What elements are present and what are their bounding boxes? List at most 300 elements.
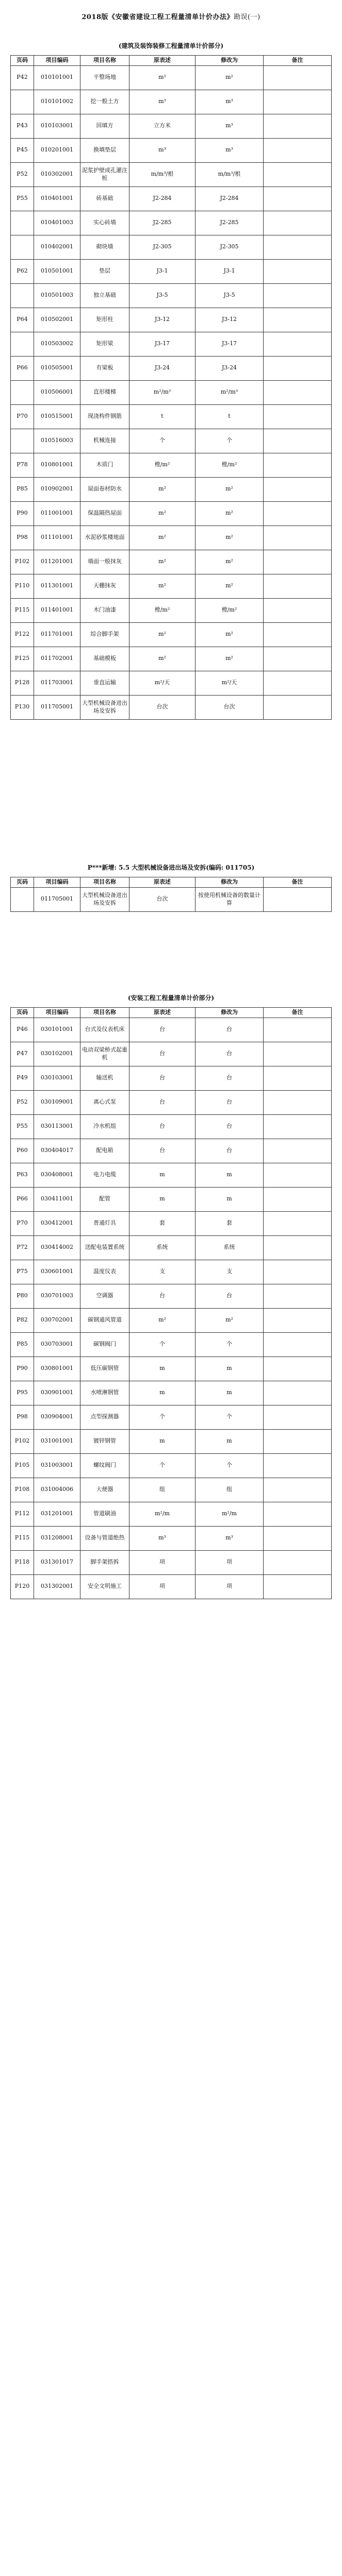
cell-code: 010401001 [34,187,80,211]
cell-code: 011703001 [34,671,80,695]
cell-note [264,1042,332,1066]
section-3-caption: (安装工程工程量清单计价部分) [127,994,215,1002]
cell-original: 个 [129,1405,196,1429]
cell-code: 030404017 [34,1139,80,1163]
cell-code: 030113001 [34,1114,80,1139]
cell-code: 010501003 [34,283,80,308]
cell-code: 010402001 [34,235,80,259]
cell-code: 031302001 [34,1574,80,1599]
header-original: 原表述 [129,877,196,887]
cell-name: 大型机械设备进出场及安拆 [80,695,129,719]
cell-original: 台 [129,1284,196,1308]
cell-page: P45 [11,138,34,162]
header-note: 备注 [264,877,332,887]
cell-original: J3-17 [129,332,196,356]
table-row [11,1502,332,1526]
cell-name: 安全文明施工 [80,1574,129,1599]
cell-original: 系统 [129,1235,196,1260]
cell-corrected: 台 [196,1284,264,1308]
cell-corrected: 樘/m² [196,453,264,477]
cell-corrected: m² [196,526,264,550]
cell-name: 送配电装置系统 [80,1235,129,1260]
cell-note [264,647,332,671]
cell-code: 030703001 [34,1332,80,1357]
cell-page: P66 [11,356,34,380]
table-row [11,1163,332,1187]
cell-original: 樘/m² [129,598,196,622]
header-corrected: 修改为 [196,56,264,66]
cell-code: 010506001 [34,380,80,404]
cell-note [264,1187,332,1211]
cell-page: P64 [11,308,34,332]
cell-corrected: 个 [196,1332,264,1357]
cell-note [264,429,332,453]
cell-name: 换填垫层 [80,138,129,162]
table-row [11,526,332,550]
cell-page: P98 [11,1405,34,1429]
cell-code: 010801001 [34,453,80,477]
cell-corrected: 项 [196,1574,264,1599]
cell-name: 台式及仪表机床 [80,1018,129,1042]
cell-note [264,622,332,647]
cell-name: 普通灯具 [80,1211,129,1235]
table-row [11,1453,332,1478]
header-name: 项目名称 [80,56,129,66]
cell-page: P70 [11,404,34,429]
cell-original: 个 [129,1453,196,1478]
cell-code: 030101001 [34,1018,80,1042]
table-row [11,283,332,308]
cell-code: 010201001 [34,138,80,162]
cell-name: 基础模板 [80,647,129,671]
cell-corrected: m² [196,477,264,501]
table-row [11,1332,332,1357]
cell-corrected: m [196,1163,264,1187]
cell-code: 010505001 [34,356,80,380]
cell-note [264,1429,332,1453]
cell-name: 冷水机组 [80,1114,129,1139]
cell-code: 011705001 [34,887,80,911]
table-row [11,1550,332,1574]
header-corrected: 修改为 [196,877,264,887]
cell-page: P85 [11,1332,34,1357]
cell-name: 泥浆护壁成孔灌注桩 [80,162,129,187]
cell-corrected: 台 [196,1042,264,1066]
table-row [11,1235,332,1260]
cell-code: 031301017 [34,1550,80,1574]
cell-page: P46 [11,1018,34,1042]
cell-original: m [129,1357,196,1381]
cell-page: P85 [11,477,34,501]
table-row [11,404,332,429]
cell-original: 套 [129,1211,196,1235]
cell-name: 挖一般土方 [80,90,129,114]
cell-original: m² [129,501,196,526]
cell-code: 010101001 [34,65,80,90]
table-row [11,162,332,187]
cell-note [264,477,332,501]
cell-page: P72 [11,1235,34,1260]
cell-name: 直形楼梯 [80,380,129,404]
header-code: 项目编码 [34,877,80,887]
cell-note [264,138,332,162]
cell-original: 台次 [129,887,196,911]
cell-note [264,1066,332,1090]
cell-page: P98 [11,526,34,550]
cell-original: m² [129,647,196,671]
table-row [11,1284,332,1308]
table-row [11,1260,332,1284]
cell-original: 台 [129,1018,196,1042]
cell-name: 垫层 [80,259,129,283]
cell-note [264,695,332,719]
cell-note [264,380,332,404]
cell-name: 大便器 [80,1478,129,1502]
cell-original: 个 [129,1332,196,1357]
cell-note [264,501,332,526]
section-2-caption: P***新增: 5.5 大型机械设备进出场及安拆(编码: 011705) [87,863,255,871]
table-body [11,1018,332,1599]
cell-corrected: m³ [196,90,264,114]
table-row [11,501,332,526]
cell-original: m² [129,1308,196,1332]
table-row [11,211,332,235]
cell-original: m³ [129,90,196,114]
cell-code: 030701003 [34,1284,80,1308]
cell-note [264,887,332,911]
cell-page: P52 [11,162,34,187]
cell-page: P102 [11,550,34,574]
cell-name: 回填方 [80,114,129,138]
cell-name: 木门油漆 [80,598,129,622]
cell-corrected: 系统 [196,1235,264,1260]
cell-original: J3-12 [129,308,196,332]
cell-original: J3-5 [129,283,196,308]
cell-name: 离心式泵 [80,1090,129,1114]
cell-page: P108 [11,1478,34,1502]
cell-page: P52 [11,1090,34,1114]
cell-code: 011301001 [34,574,80,598]
cell-corrected: 个 [196,429,264,453]
cell-code: 011201001 [34,550,80,574]
cell-note [264,235,332,259]
cell-corrected: 台 [196,1066,264,1090]
cell-note [264,1526,332,1550]
cell-name: 砖基础 [80,187,129,211]
cell-code: 010516003 [34,429,80,453]
cell-name: 砌块墙 [80,235,129,259]
cell-original: J3-1 [129,259,196,283]
cell-page: P55 [11,1114,34,1139]
cell-note [264,1139,332,1163]
cell-corrected: 台 [196,1090,264,1114]
cell-page: P105 [11,1453,34,1478]
cell-page [11,235,34,259]
cell-name: 矩形柱 [80,308,129,332]
cell-original: 组 [129,1478,196,1502]
cell-corrected: t [196,404,264,429]
cell-page: P118 [11,1550,34,1574]
cell-original: 台 [129,1066,196,1090]
header-original: 原表述 [129,56,196,66]
cell-note [264,356,332,380]
cell-note [264,187,332,211]
cell-code: 031001001 [34,1429,80,1453]
cell-name: 输送机 [80,1066,129,1090]
document-title-main: 2018版《安徽省建设工程工程量清单计价办法》 [82,13,234,21]
cell-original: 支 [129,1260,196,1284]
table-row [11,1357,332,1381]
table-body [11,65,332,719]
cell-code: 011101001 [34,526,80,550]
cell-corrected: m² [196,574,264,598]
table-row [11,622,332,647]
cell-corrected: m² [196,65,264,90]
cell-original: m [129,1429,196,1453]
header-page: 页码 [11,56,34,66]
cell-corrected: 台次 [196,695,264,719]
cell-name: 碳钢通风管道 [80,1308,129,1332]
table-row [11,453,332,477]
cell-note [264,1381,332,1405]
cell-original: J2-305 [129,235,196,259]
cell-corrected: m² [196,550,264,574]
cell-note [264,671,332,695]
cell-page: P80 [11,1284,34,1308]
cell-page [11,283,34,308]
cell-page [11,211,34,235]
cell-original: m/m³/根 [129,162,196,187]
cell-page: P43 [11,114,34,138]
cell-name: 墙面一般抹灰 [80,550,129,574]
cell-corrected: m² [196,622,264,647]
table-row [11,1066,332,1090]
table-row [11,574,332,598]
cell-name: 垂直运输 [80,671,129,695]
cell-code: 030702001 [34,1308,80,1332]
cell-original: m³ [129,1526,196,1550]
cell-name: 现浇构件钢筋 [80,404,129,429]
cell-page: P70 [11,1211,34,1235]
cell-corrected: 项 [196,1550,264,1574]
cell-page: P66 [11,1187,34,1211]
cell-code: 030801001 [34,1357,80,1381]
cell-page [11,429,34,453]
cell-original: 项 [129,1574,196,1599]
table-row [11,138,332,162]
cell-name: 天棚抹灰 [80,574,129,598]
header-name: 项目名称 [80,877,129,887]
table-row [11,332,332,356]
cell-page: P60 [11,1139,34,1163]
cell-page: P128 [11,671,34,695]
cell-note [264,65,332,90]
table-row [11,1211,332,1235]
table-row [11,235,332,259]
cell-original: 樘/m² [129,453,196,477]
cell-name: 独立基础 [80,283,129,308]
cell-name: 电动双梁桥式起重机 [80,1042,129,1066]
cell-page: P112 [11,1502,34,1526]
cell-corrected: 套 [196,1211,264,1235]
cell-name: 配管 [80,1187,129,1211]
cell-page: P102 [11,1429,34,1453]
table-row [11,1042,332,1066]
cell-note [264,259,332,283]
cell-page: P125 [11,647,34,671]
cell-corrected: J3-12 [196,308,264,332]
cell-name: 实心砖墙 [80,211,129,235]
cell-corrected: m²/m³ [196,380,264,404]
cell-corrected: m²/m [196,1502,264,1526]
cell-corrected: J3-24 [196,356,264,380]
cell-original: m² [129,526,196,550]
cell-note [264,1502,332,1526]
cell-corrected: m² [196,1308,264,1332]
cell-page: P47 [11,1042,34,1066]
cell-code: 010501001 [34,259,80,283]
cell-corrected: m² [196,501,264,526]
table-row [11,550,332,574]
cell-name: 脚手架搭拆 [80,1550,129,1574]
table-row [11,65,332,90]
table-row [11,647,332,671]
header-code: 项目编码 [34,56,80,66]
table-header-row [11,1007,332,1018]
cell-corrected: m²/天 [196,671,264,695]
table-row [11,259,332,283]
table-row [11,1381,332,1405]
table-row [11,1187,332,1211]
cell-corrected: 支 [196,1260,264,1284]
cell-name: 温度仪表 [80,1260,129,1284]
cell-name: 有梁板 [80,356,129,380]
cell-code: 030414002 [34,1235,80,1260]
table-row [11,356,332,380]
cell-corrected: 台 [196,1018,264,1042]
cell-note [264,598,332,622]
cell-name: 木质门 [80,453,129,477]
errata-table-installation [10,1007,332,1599]
document-title-suffix: 勘误(一) [234,13,260,21]
cell-note [264,1018,332,1042]
cell-page: P122 [11,622,34,647]
cell-page: P75 [11,1260,34,1284]
cell-note [264,404,332,429]
cell-corrected: m [196,1429,264,1453]
cell-corrected: 组 [196,1478,264,1502]
errata-table-building [10,55,332,720]
table-body [11,887,332,911]
cell-note [264,1114,332,1139]
cell-corrected: 台 [196,1114,264,1139]
cell-code: 011702001 [34,647,80,671]
cell-page: P115 [11,598,34,622]
cell-code: 030103001 [34,1066,80,1090]
cell-note [264,1357,332,1381]
header-note: 备注 [264,56,332,66]
cell-page: P115 [11,1526,34,1550]
cell-name: 低压碳钢管 [80,1357,129,1381]
cell-note [264,550,332,574]
cell-note [264,283,332,308]
cell-code: 030411001 [34,1187,80,1211]
cell-original: m² [129,550,196,574]
cell-code: 011701001 [34,622,80,647]
cell-page: P42 [11,65,34,90]
cell-code: 031201001 [34,1502,80,1526]
cell-corrected: m³ [196,1526,264,1550]
cell-original: 项 [129,1550,196,1574]
table-row [11,1478,332,1502]
cell-note [264,1090,332,1114]
table-row [11,90,332,114]
cell-note [264,1453,332,1478]
cell-page: P78 [11,453,34,477]
cell-code: 010401003 [34,211,80,235]
cell-page: P62 [11,259,34,283]
cell-name: 空调器 [80,1284,129,1308]
cell-note [264,90,332,114]
cell-original: m² [129,477,196,501]
cell-name: 水喷淋钢管 [80,1381,129,1405]
header-name: 项目名称 [80,1007,129,1018]
cell-corrected: 台 [196,1139,264,1163]
header-original: 原表述 [129,1007,196,1018]
table-row [11,1114,332,1139]
header-code: 项目编码 [34,1007,80,1018]
section-1-caption: (建筑及装饰装修工程量清单计价部分) [118,42,224,49]
table-row [11,308,332,332]
cell-code: 010103001 [34,114,80,138]
cell-original: J2-284 [129,187,196,211]
cell-note [264,211,332,235]
cell-name: 螺纹阀门 [80,1453,129,1478]
cell-note [264,574,332,598]
cell-note [264,1284,332,1308]
cell-note [264,1550,332,1574]
cell-corrected: m [196,1187,264,1211]
table-row [11,187,332,211]
cell-original: 台 [129,1090,196,1114]
cell-code: 030102001 [34,1042,80,1066]
cell-original: J2-285 [129,211,196,235]
cell-note [264,453,332,477]
cell-page [11,90,34,114]
cell-code: 011705001 [34,695,80,719]
cell-note [264,332,332,356]
cell-original: t [129,404,196,429]
cell-original: m² [129,622,196,647]
cell-name: 屋面卷材防水 [80,477,129,501]
cell-corrected: J2-284 [196,187,264,211]
cell-corrected: J3-5 [196,283,264,308]
table-row [11,1018,332,1042]
cell-name: 点型探测器 [80,1405,129,1429]
cell-note [264,1211,332,1235]
cell-page [11,380,34,404]
cell-original: 个 [129,429,196,453]
table-row [11,429,332,453]
cell-original: 台 [129,1042,196,1066]
cell-original: m [129,1163,196,1187]
table-row [11,598,332,622]
cell-note [264,1163,332,1187]
cell-corrected: 个 [196,1453,264,1478]
cell-page: P90 [11,1357,34,1381]
cell-corrected: J2-285 [196,211,264,235]
errata-table-new-item [10,877,332,912]
